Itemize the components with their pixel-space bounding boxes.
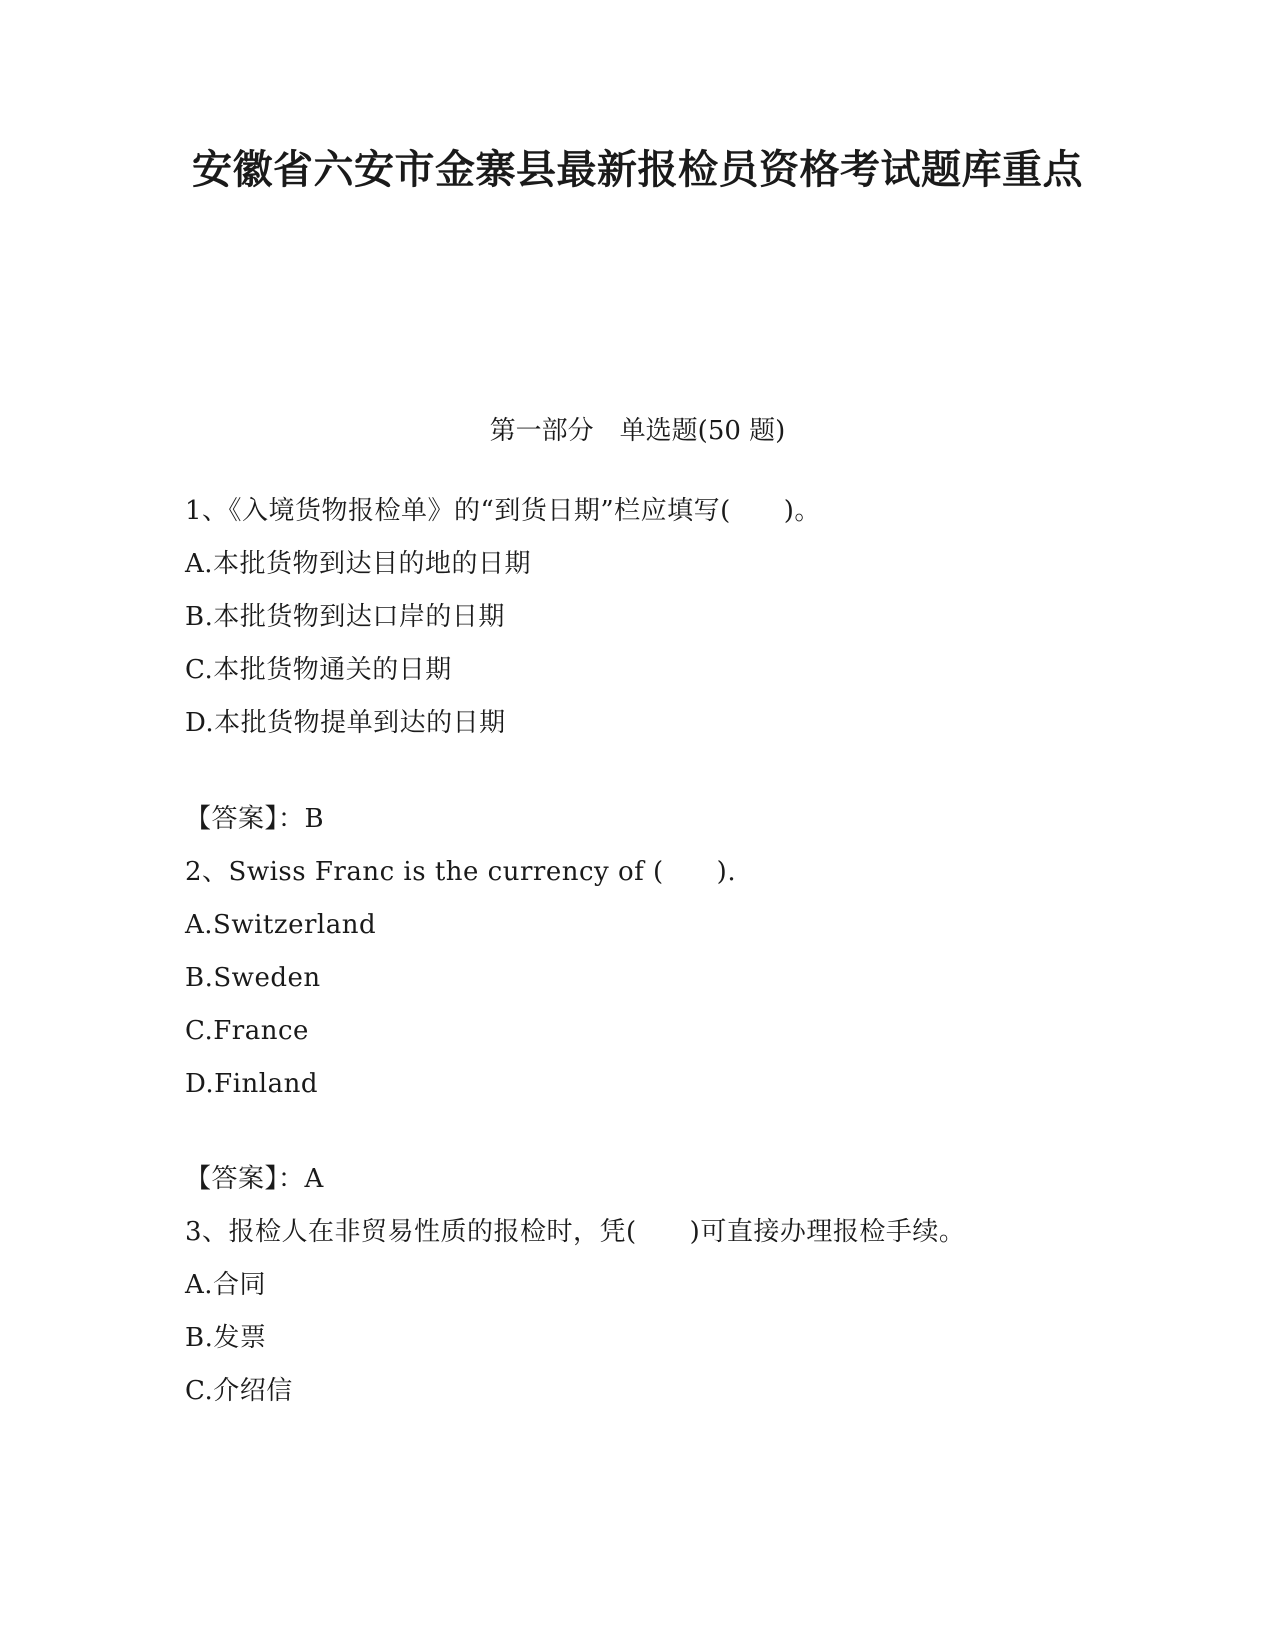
question-3-option-b: B.发票 <box>185 1323 267 1353</box>
question-3-stem: 3、报检人在非贸易性质的报检时，凭( )可直接办理报检手续。 <box>185 1217 966 1247</box>
document-title: 安徽省六安市金寨县最新报检员资格考试题库重点 <box>192 147 1083 193</box>
question-3-option-c: C.介绍信 <box>185 1376 293 1406</box>
question-1-answer: 【答案】：B <box>185 804 325 834</box>
section-heading: 第一部分 单选题(50 题) <box>489 416 786 446</box>
question-2-option-a: A.Switzerland <box>185 910 377 940</box>
question-1-option-d: D.本批货物提单到达的日期 <box>185 708 506 738</box>
question-2-option-d: D.Finland <box>185 1069 318 1099</box>
question-2-answer: 【答案】：A <box>185 1164 324 1194</box>
question-2-option-b: B.Sweden <box>185 963 321 993</box>
question-1-option-c: C.本批货物通关的日期 <box>185 655 452 685</box>
question-1-stem: 1、《入境货物报检单》的“到货日期”栏应填写( )。 <box>185 496 821 526</box>
question-1-option-b: B.本批货物到达口岸的日期 <box>185 602 505 632</box>
question-2-option-c: C.France <box>185 1016 309 1046</box>
question-2-stem: 2、Swiss Franc is the currency of ( ). <box>185 857 737 887</box>
question-1-option-a: A.本批货物到达目的地的日期 <box>185 549 532 579</box>
question-3-option-a: A.合同 <box>185 1270 267 1300</box>
